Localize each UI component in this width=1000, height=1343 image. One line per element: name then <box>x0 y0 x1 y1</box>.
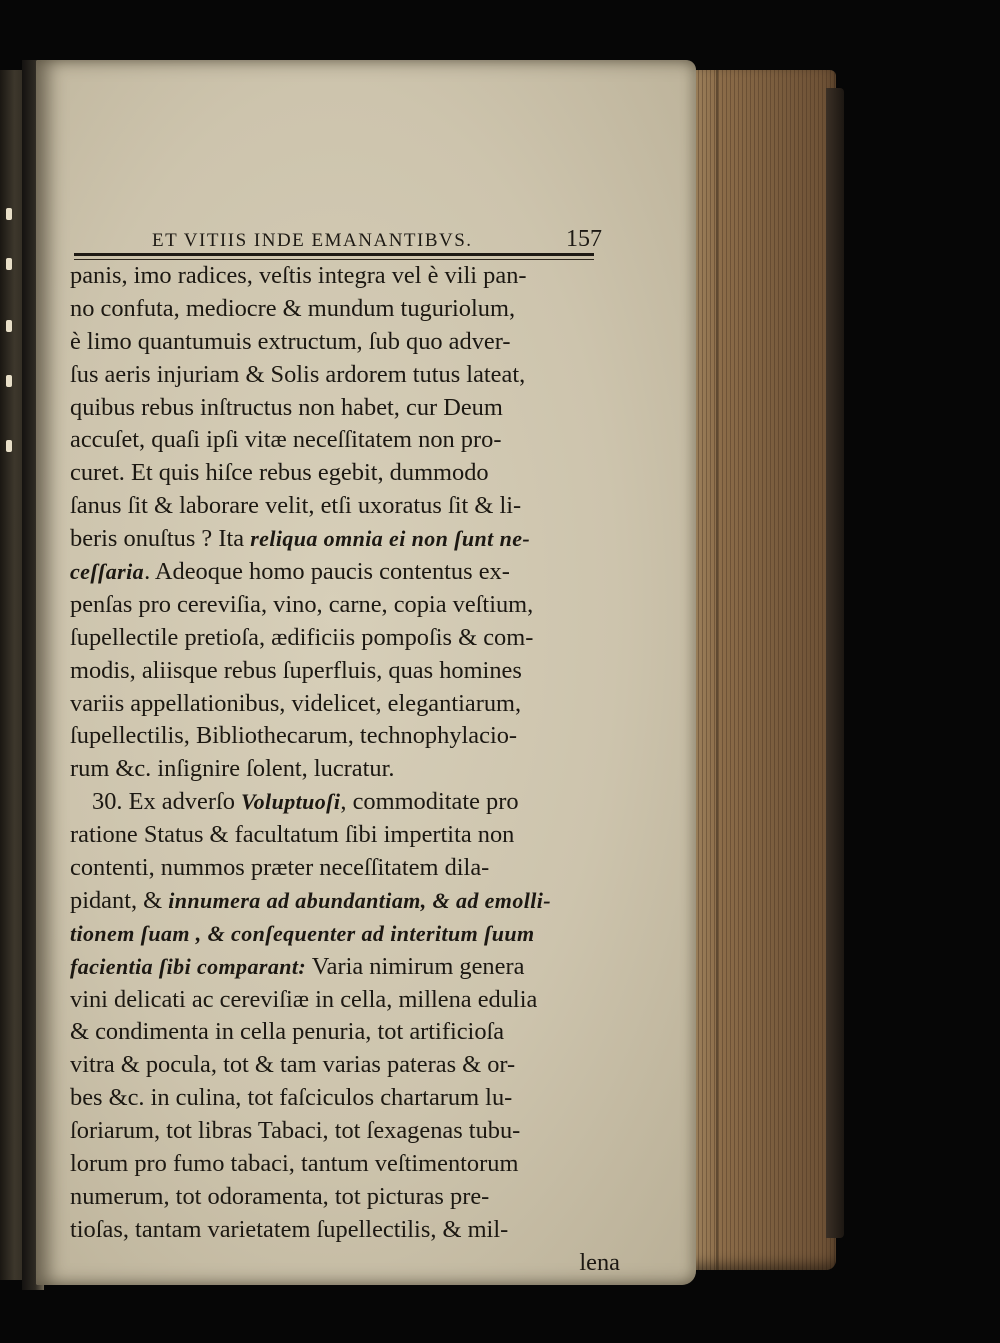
text-line <box>70 457 630 490</box>
head-rule <box>74 253 594 256</box>
text-line <box>70 688 630 721</box>
margin-mark <box>6 375 12 387</box>
margin-mark <box>6 440 12 452</box>
text-segment: è limo quantumuis extructum, ſub quo adver- <box>70 327 511 355</box>
text-segment: rum &c. inſignire ſolent, lucratur. <box>70 755 395 783</box>
text-line <box>70 1247 630 1280</box>
text-line <box>70 523 630 556</box>
text-line <box>70 1214 630 1247</box>
body-text <box>70 260 630 1280</box>
italic-text: reliqua omnia ei non ſunt ne- <box>250 526 531 552</box>
margin-mark <box>6 320 12 332</box>
text-segment: Varia nimirum genera <box>306 952 525 980</box>
italic-text: Voluptuoſi <box>241 789 341 815</box>
text-line <box>70 951 630 984</box>
text-segment: ſus aeris injuriam & Solis ardorem tutus lateat, <box>70 360 526 388</box>
text-segment: beris onuſtus ? Ita <box>70 525 251 553</box>
text-segment: ſoriarum, tot libras Tabaci, tot ſexagenas tubu- <box>70 1117 521 1145</box>
text-line <box>70 852 630 885</box>
text-line <box>70 589 630 622</box>
text-line <box>70 655 630 688</box>
text-segment: no confuta, mediocre & mundum tuguriolum, <box>70 294 516 322</box>
text-line <box>70 359 630 392</box>
text-segment: lena <box>579 1248 620 1276</box>
text-segment: vitra & pocula, tot & tam varias pateras & or- <box>70 1051 516 1079</box>
text-segment: tioſas, tantam varietatem ſupellectilis, & mil- <box>70 1215 509 1243</box>
text-line <box>70 1181 630 1214</box>
text-segment: modis, aliisque rebus ſuperfluis, quas homines <box>70 656 522 684</box>
text-line <box>70 326 630 359</box>
text-segment: & condimenta in cella penuria, tot artificioſa <box>70 1018 505 1046</box>
text-segment: variis appellationibus, videlicet, elegantiarum, <box>70 689 522 717</box>
text-segment: ſanus ſit & laborare velit, etſi uxoratus ſit & li- <box>70 492 522 520</box>
margin-mark <box>6 258 12 270</box>
text-line <box>70 1148 630 1181</box>
running-head-title: ET VITIIS INDE EMANANTIBVS. <box>152 230 473 251</box>
italic-text: tionem ſuam , & conſequenter ad interitum ſuum <box>70 920 535 946</box>
text-segment: curet. Et quis hiſce rebus egebit, dummodo <box>70 459 489 487</box>
text-segment: 30. Ex adverſo <box>92 788 242 816</box>
text-line <box>70 1016 630 1049</box>
text-segment: ſupellectilis, Bibliothecarum, technophylacio- <box>70 722 518 750</box>
text-segment: ratione Status & facultatum ſibi impertita non <box>70 821 515 849</box>
italic-text: facientia ſibi comparant: <box>70 953 307 979</box>
text-line <box>70 556 630 589</box>
text-line <box>70 885 630 918</box>
text-line <box>70 293 630 326</box>
page-number: 157 <box>566 226 602 252</box>
text-segment: bes &c. in culina, tot faſciculos chartarum lu- <box>70 1084 513 1112</box>
text-segment: , commoditate pro <box>340 788 519 816</box>
book-page <box>36 60 696 1285</box>
text-line <box>70 753 630 786</box>
text-segment: . Adeoque homo paucis contentus ex- <box>144 558 510 586</box>
text-segment: contenti, nummos præter neceſſitatem dila- <box>70 854 490 882</box>
text-segment: penſas pro cereviſia, vino, carne, copia veſtium, <box>70 590 534 618</box>
text-segment: lorum pro fumo tabaci, tantum veſtimentorum <box>70 1150 519 1178</box>
text-segment: panis, imo radices, veſtis integra vel è vili pan- <box>70 262 527 289</box>
text-line <box>70 918 630 951</box>
text-line <box>70 490 630 523</box>
text-line <box>70 424 630 457</box>
text-segment: vini delicati ac cereviſiæ in cella, millena edulia <box>70 985 538 1013</box>
text-segment: accuſet, quaſi ipſi vitæ neceſſitatem non pro- <box>70 426 502 454</box>
text-segment: quibus rebus inſtructus non habet, cur Deum <box>70 393 503 421</box>
margin-mark <box>6 208 12 220</box>
text-line <box>70 720 630 753</box>
italic-text: innumera ad abundantiam, & ad emolli- <box>168 887 551 913</box>
text-line <box>70 1115 630 1148</box>
running-head <box>116 220 616 254</box>
text-line <box>70 819 630 852</box>
text-line <box>70 392 630 425</box>
text-line <box>70 1082 630 1115</box>
text-line <box>70 1049 630 1082</box>
cover-edge <box>826 88 844 1238</box>
text-line <box>70 786 630 819</box>
text-line <box>70 260 630 293</box>
text-segment: ſupellectile pretioſa, ædificiis pompoſis & com- <box>70 623 534 651</box>
text-segment: pidant, & <box>70 886 169 914</box>
text-line <box>70 622 630 655</box>
italic-text: ceſſaria <box>70 559 145 585</box>
text-segment: numerum, tot odoramenta, tot picturas pre- <box>70 1182 490 1210</box>
text-line <box>70 984 630 1017</box>
page-block-edge <box>686 70 836 1270</box>
